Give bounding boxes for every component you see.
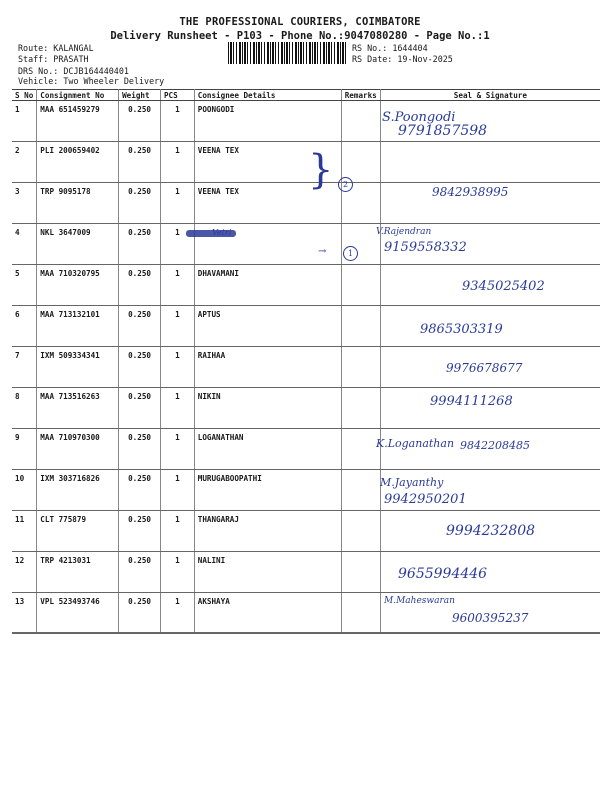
col-remarks: Remarks	[341, 90, 380, 101]
handwritten-phone: 9600395237	[452, 611, 529, 625]
table-row	[12, 183, 600, 224]
row-remarks	[341, 306, 380, 347]
row-consignment-no: MAA 713132101	[37, 306, 119, 347]
row-consignee: RAIHAA	[194, 347, 341, 388]
row-consignee: LOGANATHAN	[194, 429, 341, 470]
row-consignment-no: PLI 200659402	[37, 142, 119, 183]
col-seal-signature: Seal & Signature	[380, 90, 600, 101]
row-consignment-no: MAA 651459279	[37, 101, 119, 142]
row-weight: 0.250	[119, 552, 161, 593]
table-row	[12, 101, 600, 142]
remark-circle-2: 2	[338, 177, 353, 192]
handwritten-phone: 9865303319	[420, 322, 503, 337]
row-weight: 0.250	[119, 101, 161, 142]
row-consignee: VEENA TEX	[194, 142, 341, 183]
row-weight: 0.250	[119, 142, 161, 183]
remark-arrow: →	[318, 246, 327, 257]
row-pcs: 1	[160, 306, 194, 347]
handwritten-phone: 9159558332	[384, 240, 467, 255]
table-bottom-rule	[12, 632, 600, 633]
vehicle-label: Vehicle: Two Wheeler Delivery	[18, 76, 165, 86]
row-pcs: 1	[160, 265, 194, 306]
row-pcs: 1	[160, 183, 194, 224]
row-remarks	[341, 265, 380, 306]
remark-brace: }	[308, 147, 334, 193]
row-weight: 0.250	[119, 511, 161, 552]
row-weight: 0.250	[119, 388, 161, 429]
handwritten-phone: 9994232808	[446, 523, 536, 539]
row-consignment-no: MAA 710970300	[37, 429, 119, 470]
table-row	[12, 470, 600, 511]
table-row	[12, 552, 600, 593]
row-consignment-no: IXM 509334341	[37, 347, 119, 388]
row-consignee: AKSHAYA	[194, 593, 341, 634]
row-sno: 5	[12, 265, 37, 306]
row-consignee: APTUS	[194, 306, 341, 347]
col-weight: Weight	[119, 90, 161, 101]
row-consignee: NALINI	[194, 552, 341, 593]
handwritten-phone: 9655994446	[398, 566, 488, 582]
row-consignee: MURUGABOOPATHI	[194, 470, 341, 511]
row-consignment-no: NKL 3647009	[37, 224, 119, 265]
signature-name-1: S.Poongodi	[382, 110, 456, 125]
row-weight: 0.250	[119, 224, 161, 265]
row-remarks	[341, 552, 380, 593]
row-consignment-no: CLT 775879	[37, 511, 119, 552]
row-remarks	[341, 593, 380, 634]
row-sno: 1	[12, 101, 37, 142]
row-sno: 11	[12, 511, 37, 552]
rs-number: RS No.: 1644404	[352, 43, 428, 53]
col-consignment: Consignment No	[37, 90, 119, 101]
row-consignment-no: MAA 710320795	[37, 265, 119, 306]
row-sno: 10	[12, 470, 37, 511]
row-consignee: POONGODI	[194, 101, 341, 142]
row-sno: 13	[12, 593, 37, 634]
row-pcs: 1	[160, 429, 194, 470]
handwritten-phone: 9791857598	[398, 123, 488, 139]
row-remarks	[341, 101, 380, 142]
row-sno: 9	[12, 429, 37, 470]
row-sno: 3	[12, 183, 37, 224]
row-sno: 4	[12, 224, 37, 265]
row-consignee: NIKIN	[194, 388, 341, 429]
row-weight: 0.250	[119, 183, 161, 224]
signature-name-9: K.Loganathan	[376, 437, 455, 450]
row-remarks	[341, 429, 380, 470]
row-pcs: 1	[160, 593, 194, 634]
row-consignment-no: IXM 303716826	[37, 470, 119, 511]
col-pcs: PCS	[160, 90, 194, 101]
drs-label: DRS No.: DCJB164440401	[18, 66, 129, 76]
row-weight: 0.250	[119, 347, 161, 388]
row-pcs: 1	[160, 552, 194, 593]
row-sno: 6	[12, 306, 37, 347]
row-remarks	[341, 511, 380, 552]
handwritten-phone: 9976678677	[446, 361, 523, 375]
scribbled-out-name	[186, 230, 236, 237]
row-consignee: THANGARAJ	[194, 511, 341, 552]
runsheet-subtitle: Delivery Runsheet - P103 - Phone No.:9047080280 - Page No.:1	[110, 30, 490, 42]
table-row	[12, 306, 600, 347]
handwritten-phone: 9942950201	[384, 492, 467, 507]
row-pcs: 1	[160, 388, 194, 429]
row-sno: 8	[12, 388, 37, 429]
row-consignee: DHAVAMANI	[194, 265, 341, 306]
handwritten-phone: 9842208485	[460, 439, 530, 452]
row-weight: 0.250	[119, 470, 161, 511]
table-row	[12, 142, 600, 183]
row-consignment-no: TRP 9095178	[37, 183, 119, 224]
row-remarks	[341, 388, 380, 429]
row-sno: 2	[12, 142, 37, 183]
row-consignment-no: MAA 713516263	[37, 388, 119, 429]
handwritten-phone: 9994111268	[430, 394, 513, 409]
handwritten-phone: 9842938995	[432, 185, 509, 199]
col-consignee: Consignee Details	[194, 90, 341, 101]
row-pcs: 1	[160, 142, 194, 183]
row-weight: 0.250	[119, 306, 161, 347]
row-consignee: VEENA TEX	[194, 183, 341, 224]
row-weight: 0.250	[119, 593, 161, 634]
table-row	[12, 224, 600, 265]
row-pcs: 1	[160, 224, 194, 265]
row-consignment-no: VPL 523493746	[37, 593, 119, 634]
row-sno: 12	[12, 552, 37, 593]
route-label: Route: KALANGAL	[18, 43, 94, 53]
signature-name-4: V.Rajendran	[376, 227, 432, 237]
row-sno: 7	[12, 347, 37, 388]
row-weight: 0.250	[119, 429, 161, 470]
company-title: THE PROFESSIONAL COURIERS, COIMBATORE	[179, 16, 421, 28]
signature-name-10: M.Jayanthy	[380, 476, 444, 489]
row-weight: 0.250	[119, 265, 161, 306]
table-header-row	[12, 90, 600, 101]
barcode	[228, 42, 346, 64]
signature-name-13: M.Maheswaran	[384, 596, 455, 606]
row-remarks	[341, 347, 380, 388]
row-remarks	[341, 470, 380, 511]
row-consignment-no: TRP 4213031	[37, 552, 119, 593]
remark-circle-1: 1	[343, 246, 358, 261]
col-sno: S No	[12, 90, 37, 101]
row-pcs: 1	[160, 511, 194, 552]
staff-label: Staff: PRASATH	[18, 54, 89, 64]
row-pcs: 1	[160, 347, 194, 388]
row-seal-signature	[380, 142, 600, 183]
rs-date: RS Date: 19-Nov-2025	[352, 54, 453, 64]
handwritten-phone: 9345025402	[462, 279, 545, 294]
row-pcs: 1	[160, 101, 194, 142]
row-pcs: 1	[160, 470, 194, 511]
